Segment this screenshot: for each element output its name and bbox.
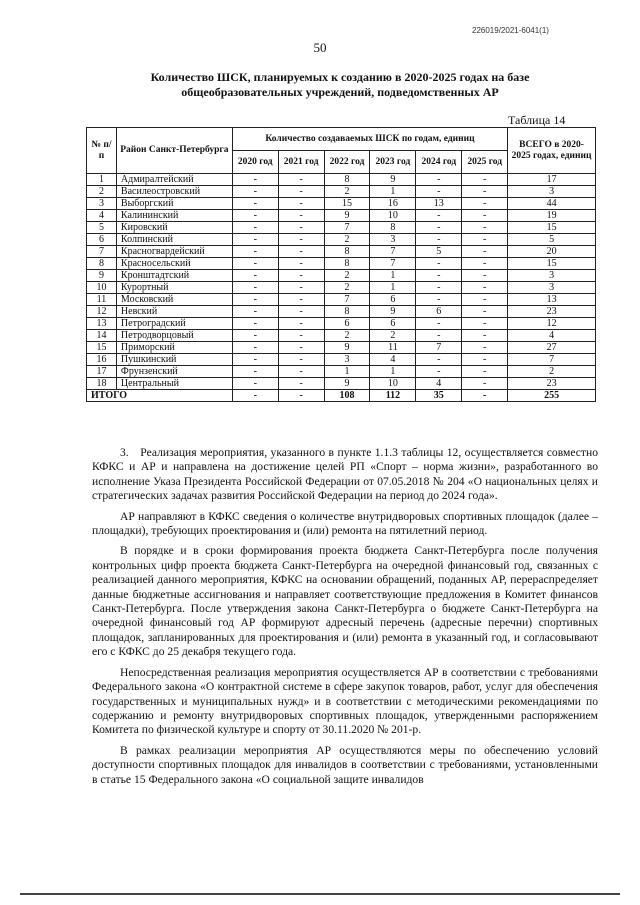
cell-value: 6 [324,318,370,330]
cell-value: - [416,330,462,342]
cell-value: - [416,354,462,366]
cell-value: 19 [508,210,596,222]
cell-value: 9 [324,378,370,390]
cell-value: 3 [508,282,596,294]
cell-value: - [278,246,324,258]
cell-value: 2 [324,330,370,342]
table-title: Количество ШСК, планируемых к созданию в 2020-2025 годах на базе общеобразовательных учреждений, подведомственных АР [150,70,530,99]
cell-value: 16 [370,198,416,210]
cell-value: - [416,222,462,234]
cell-value: 2 [324,234,370,246]
cell-num: 2 [87,186,117,198]
cell-value: - [462,282,508,294]
table-row [87,354,596,366]
cell-value: - [278,366,324,378]
cell-value: 23 [508,378,596,390]
cell-value: 8 [324,246,370,258]
cell-value: 6 [370,294,416,306]
cell-value: 27 [508,342,596,354]
cell-value: - [416,318,462,330]
cell-value: 5 [416,246,462,258]
cell-value: - [232,186,278,198]
table-row [87,258,596,270]
cell-value: - [278,210,324,222]
table-row [87,282,596,294]
page-number: 50 [313,40,327,55]
total-value: 35 [416,390,462,402]
cell-district: Красногвардейский [116,246,232,258]
cell-num: 8 [87,258,117,270]
cell-district: Адмиралтейский [116,174,232,186]
cell-district: Невский [116,306,232,318]
cell-value: - [462,378,508,390]
cell-value: - [416,294,462,306]
table-row [87,198,596,210]
cell-value: 4 [508,330,596,342]
scan-edge-line [20,893,620,895]
cell-district: Московский [116,294,232,306]
body-text [92,446,598,787]
header-year: 2022 год [324,151,370,174]
paragraph: В порядке и в сроки формирования проекта бюджета Санкт-Петербурга после получения контрольных цифр проекта бюджета Санкт-Петербурга на очередной финансовый год, связанных с реализацией данного мероприятия, КФКС на основании обращений, поданных АР, перераспределяет данные бюджетные ассигнования и направляет соответствующие предложения в Комитет финансов Санкт-Петербурга. После утверждения закона Санкт-Петербурга о бюджете Санкт-Петербурга на очередной финансовый год АР формируют адресный перечень (адресные перечни) спортивных площадок, запланированных для проектирования и (или) ремонта в указанный год, и согласовывают его с КФКС до 25 декабря текущего года. [92,544,598,659]
schools-sport-clubs-table [86,127,596,402]
cell-district: Кировский [116,222,232,234]
cell-value: - [278,258,324,270]
cell-num: 13 [87,318,117,330]
total-value: - [462,390,508,402]
cell-num: 9 [87,270,117,282]
cell-value: - [232,330,278,342]
cell-num: 1 [87,174,117,186]
paragraph: В рамках реализации мероприятия АР осуществляются меры по обеспечению условий доступности спортивных площадок для инвалидов в соответствии с требованиями, установленными в статье 15 Федерального закона «О социальной защите инвалидов [92,743,598,786]
cell-district: Приморский [116,342,232,354]
cell-value: 3 [370,234,416,246]
cell-value: 5 [508,234,596,246]
cell-value: - [462,246,508,258]
cell-value: 3 [324,354,370,366]
cell-value: - [462,174,508,186]
cell-value: - [278,282,324,294]
cell-value: 44 [508,198,596,210]
cell-value: - [232,246,278,258]
cell-value: 2 [370,330,416,342]
total-value: - [232,390,278,402]
total-value: 112 [370,390,416,402]
total-value: 255 [508,390,596,402]
table-row [87,186,596,198]
cell-value: 2 [324,270,370,282]
cell-value: 17 [508,174,596,186]
cell-value: - [232,234,278,246]
cell-value: - [462,330,508,342]
cell-value: - [462,294,508,306]
cell-value: 3 [508,270,596,282]
cell-value: - [232,282,278,294]
cell-value: 7 [508,354,596,366]
cell-value: 8 [324,306,370,318]
total-value: 108 [324,390,370,402]
cell-num: 10 [87,282,117,294]
header-num: № п/п [87,128,117,174]
cell-value: 6 [416,306,462,318]
cell-value: 15 [508,258,596,270]
cell-value: - [278,270,324,282]
header-district: Район Санкт-Петербурга [116,128,232,174]
total-row [87,390,596,402]
cell-value: - [232,174,278,186]
cell-value: - [278,306,324,318]
cell-value: - [232,210,278,222]
cell-num: 6 [87,234,117,246]
cell-district: Петродворцовый [116,330,232,342]
cell-value: - [416,270,462,282]
table-row [87,270,596,282]
cell-value: - [278,234,324,246]
cell-district: Василеостровский [116,186,232,198]
cell-district: Калининский [116,210,232,222]
cell-value: 9 [324,210,370,222]
table-row [87,366,596,378]
cell-num: 3 [87,198,117,210]
total-value: - [278,390,324,402]
paragraph: Непосредственная реализация мероприятия осуществляется АР в соответствии с требованиями Федерального закона «О контрактной системе в сфере закупок товаров, работ, услуг для обеспечения государственных и муниципальных нужд» и в соответствии с методическими рекомендациями по содержанию и ремонту внутридворовых спортивных площадок, утвержденными распоряжением Комитета по физической культуре и спорту от 30.11.2020 № 201-р. [92,665,598,737]
cell-value: - [416,174,462,186]
cell-value: 2 [324,186,370,198]
cell-value: 20 [508,246,596,258]
cell-value: 9 [370,174,416,186]
cell-value: - [278,378,324,390]
cell-value: 15 [324,198,370,210]
cell-value: - [416,282,462,294]
table-row [87,210,596,222]
cell-value: 1 [370,270,416,282]
cell-value: - [232,342,278,354]
cell-district: Курортный [116,282,232,294]
cell-value: - [232,258,278,270]
cell-value: - [278,174,324,186]
cell-value: 9 [370,306,416,318]
cell-value: - [232,354,278,366]
cell-value: 8 [324,174,370,186]
cell-value: - [232,294,278,306]
cell-value: - [462,306,508,318]
cell-value: 13 [508,294,596,306]
cell-value: - [232,318,278,330]
cell-value: - [462,210,508,222]
cell-value: - [462,270,508,282]
cell-value: - [232,198,278,210]
cell-value: 8 [370,222,416,234]
cell-value: 2 [324,282,370,294]
header-year: 2020 год [232,151,278,174]
cell-value: 23 [508,306,596,318]
cell-value: - [462,234,508,246]
cell-value: 4 [416,378,462,390]
cell-value: - [416,234,462,246]
cell-value: 1 [370,186,416,198]
cell-value: - [232,306,278,318]
cell-value: 1 [370,282,416,294]
cell-value: - [278,294,324,306]
cell-value: - [416,366,462,378]
cell-num: 18 [87,378,117,390]
cell-value: 7 [416,342,462,354]
cell-value: 10 [370,378,416,390]
cell-value: - [462,186,508,198]
cell-value: - [416,258,462,270]
cell-district: Фрунзенский [116,366,232,378]
cell-num: 4 [87,210,117,222]
cell-num: 7 [87,246,117,258]
cell-value: 2 [508,366,596,378]
total-label: ИТОГО [87,390,233,402]
table-row [87,318,596,330]
table-row [87,330,596,342]
paragraph: АР направляют в КФКС сведения о количестве внутридворовых спортивных площадок (далее – площадки), требующих проектирования и (или) ремонта на пятилетний период. [92,509,598,538]
cell-value: - [462,318,508,330]
cell-value: - [232,366,278,378]
cell-value: - [278,318,324,330]
header-year: 2023 год [370,151,416,174]
cell-value: - [416,186,462,198]
cell-num: 5 [87,222,117,234]
cell-district: Центральный [116,378,232,390]
table-row [87,378,596,390]
table-row [87,294,596,306]
cell-value: - [462,366,508,378]
cell-value: 13 [416,198,462,210]
paragraph: 3. Реализация мероприятия, указанного в пункте 1.1.3 таблицы 12, осуществляется совместно КФКС и АР и направлена на достижение целей РП «Спорт – норма жизни», разработанного во исполнение Указа Президента Российской Федерации от 07.05.2018 № 204 «О национальных целях и стратегических задачах развития Российской Федерации на период до 2024 года». [92,446,598,503]
cell-value: 7 [370,246,416,258]
cell-value: - [462,222,508,234]
cell-value: 7 [324,222,370,234]
table-caption: Таблица 14 [508,113,566,127]
table-row [87,174,596,186]
cell-value: - [462,198,508,210]
table-row [87,234,596,246]
cell-value: 3 [508,186,596,198]
cell-value: - [232,270,278,282]
cell-value: 6 [370,318,416,330]
cell-value: 9 [324,342,370,354]
cell-num: 15 [87,342,117,354]
cell-value: 10 [370,210,416,222]
cell-value: - [462,258,508,270]
cell-value: - [232,378,278,390]
cell-value: - [278,186,324,198]
table-row [87,246,596,258]
cell-value: - [462,354,508,366]
cell-value: 1 [324,366,370,378]
cell-district: Пушкинский [116,354,232,366]
table-row [87,342,596,354]
cell-value: 8 [324,258,370,270]
cell-num: 12 [87,306,117,318]
header-total: ВСЕГО в 2020-2025 годах, единиц [508,128,596,174]
cell-num: 11 [87,294,117,306]
header-year: 2024 год [416,151,462,174]
cell-num: 16 [87,354,117,366]
cell-district: Выборгский [116,198,232,210]
cell-value: - [462,342,508,354]
cell-value: 11 [370,342,416,354]
cell-value: 7 [324,294,370,306]
cell-num: 17 [87,366,117,378]
cell-value: - [278,354,324,366]
document-id: 226019/2021-6041(1) [472,26,549,35]
cell-district: Колпинский [116,234,232,246]
cell-value: 4 [370,354,416,366]
cell-value: 15 [508,222,596,234]
cell-value: 7 [370,258,416,270]
cell-value: - [278,198,324,210]
cell-value: 12 [508,318,596,330]
cell-value: 1 [370,366,416,378]
cell-district: Кронштадтский [116,270,232,282]
cell-value: - [416,210,462,222]
table-row [87,306,596,318]
cell-district: Красносельский [116,258,232,270]
cell-num: 14 [87,330,117,342]
cell-value: - [278,330,324,342]
cell-value: - [232,222,278,234]
cell-district: Петроградский [116,318,232,330]
table-row [87,222,596,234]
header-group: Количество создаваемых ШСК по годам, единиц [232,128,507,151]
cell-value: - [278,222,324,234]
cell-value: - [278,342,324,354]
header-year: 2021 год [278,151,324,174]
header-year: 2025 год [462,151,508,174]
